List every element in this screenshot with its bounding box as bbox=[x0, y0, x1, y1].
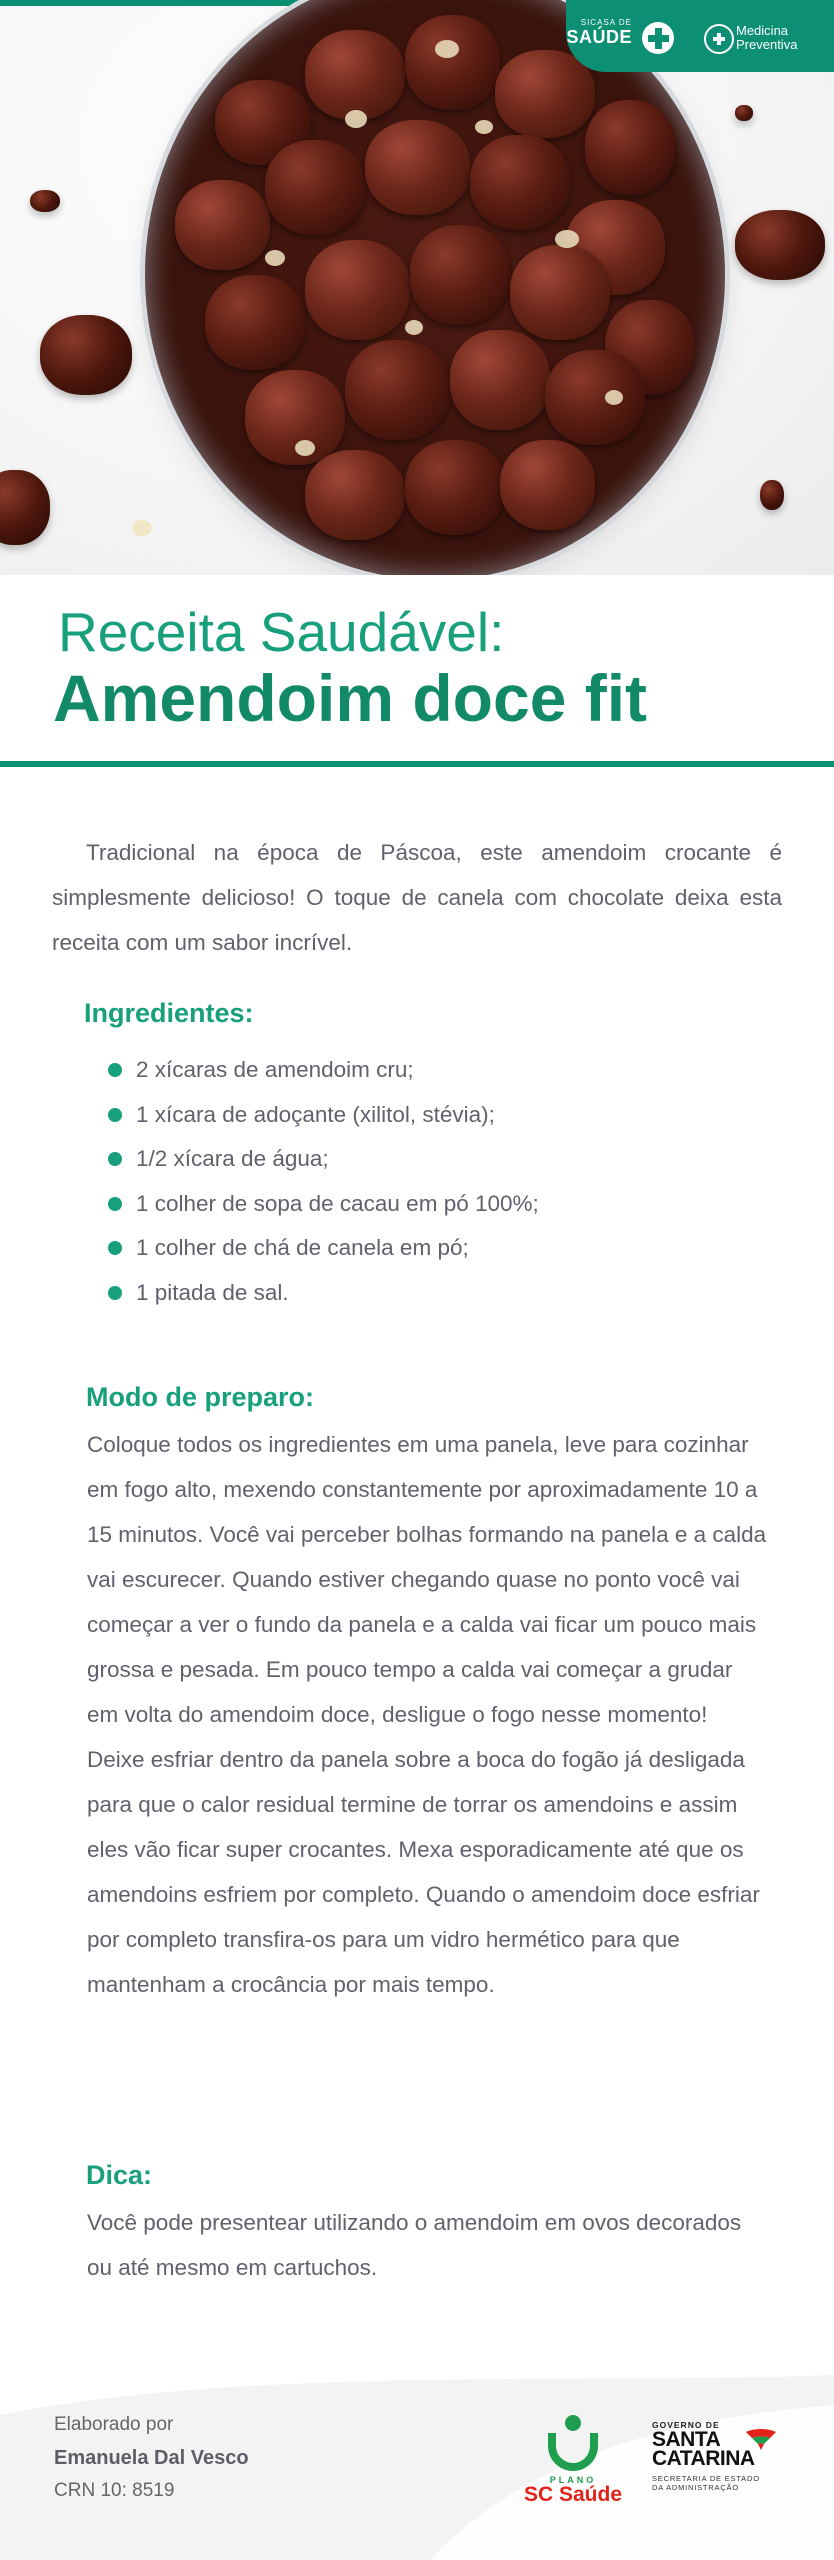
peanut bbox=[175, 180, 270, 270]
preventiva-text: Preventiva bbox=[736, 37, 798, 52]
footer-author-name: Emanuela Dal Vesco bbox=[54, 2447, 249, 2469]
dica-heading: Dica: bbox=[86, 2160, 153, 2190]
crumb bbox=[475, 120, 493, 134]
plano-text-big: SC Saúde bbox=[523, 2483, 623, 2506]
peanut bbox=[545, 350, 645, 445]
saude-logo-small: SICASA DE bbox=[580, 18, 632, 27]
loose-peanut bbox=[40, 315, 132, 395]
peanut bbox=[205, 275, 305, 370]
gov-text-catarina: CATARINA bbox=[652, 2447, 755, 2470]
peanut bbox=[410, 225, 510, 325]
loose-peanut bbox=[30, 190, 60, 212]
peanut bbox=[305, 450, 405, 540]
ingredients-list bbox=[108, 1048, 539, 1315]
peanut bbox=[470, 135, 570, 230]
footer-author-label: Elaborado por bbox=[54, 2414, 174, 2435]
peanut bbox=[450, 330, 550, 430]
medicina-preventiva-icon bbox=[704, 24, 734, 54]
list-item: 1 xícara de adoçante (xilitol, stévia); bbox=[108, 1093, 539, 1138]
crumb bbox=[265, 250, 285, 266]
glass-bowl bbox=[140, 0, 730, 575]
title-divider bbox=[0, 761, 834, 767]
medicina-preventiva-logo bbox=[736, 24, 797, 52]
crumb bbox=[405, 320, 423, 335]
footer-author-crn: CRN 10: 8519 bbox=[54, 2480, 175, 2501]
intro-paragraph: Tradicional na época de Páscoa, este amendoim crocante é simplesmente delicioso! O toque de canela com chocolate deixa esta receita com um sabor incrível. bbox=[52, 840, 782, 955]
peanut bbox=[405, 440, 505, 535]
peanut bbox=[585, 100, 675, 195]
hero-photo bbox=[0, 0, 834, 575]
peanut bbox=[305, 30, 405, 120]
dica-paragraph: Você pode presentear utilizando o amendoim em ovos decorados ou até mesmo em cartuchos. bbox=[87, 2210, 742, 2280]
medicina-text: Medicina bbox=[736, 23, 789, 38]
peanut bbox=[510, 245, 610, 340]
preparo-heading: Modo de preparo: bbox=[86, 1382, 314, 1412]
plano-figure-icon bbox=[538, 2415, 608, 2473]
sicasa-saude-logo bbox=[566, 18, 632, 48]
loose-peanut bbox=[735, 105, 753, 121]
crumb bbox=[555, 230, 579, 248]
loose-peanut bbox=[0, 470, 50, 545]
saude-logo-big: SAÚDE bbox=[566, 27, 632, 47]
title-line-2: Amendoim doce fit bbox=[53, 661, 648, 735]
peanut bbox=[345, 340, 450, 440]
peanut bbox=[405, 15, 500, 110]
peanut bbox=[265, 140, 365, 235]
list-item: 1/2 xícara de água; bbox=[108, 1137, 539, 1182]
title-line-1: Receita Saudável: bbox=[58, 601, 505, 663]
crumb bbox=[295, 440, 315, 456]
health-cross-icon bbox=[642, 22, 674, 54]
plano-sc-saude-logo bbox=[518, 2415, 628, 2515]
loose-peanut bbox=[760, 480, 784, 510]
crumb bbox=[132, 520, 152, 536]
list-item: 1 colher de sopa de cacau em pó 100%; bbox=[108, 1182, 539, 1227]
gov-text-santa: SANTA bbox=[652, 2428, 721, 2451]
peanut bbox=[365, 120, 470, 215]
list-item: 2 xícaras de amendoim cru; bbox=[108, 1048, 539, 1093]
crumb bbox=[605, 390, 623, 405]
loose-peanut bbox=[735, 210, 825, 280]
ingredients-heading: Ingredientes: bbox=[84, 998, 254, 1028]
crumb bbox=[345, 110, 367, 128]
preparo-paragraph: Coloque todos os ingredientes em uma panela, leve para cozinhar em fogo alto, mexendo constantemente por aproximadamente 10 a 15 minutos. Você vai perceber bolhas formando na panela e a calda vai escurecer. Quando estiver chegando quase no ponto você vai começar a ver o fundo da panela e a calda vai ficar um pouco mais grossa e pesada. Em pouco tempo a calda vai começar a grudar em volta do amendoim doce, desligue o fogo nesse momento! Deixe esfriar dentro da panela sobre a boca do fogão já desligada para que o calor residual termine de torrar os amendoins e assim eles vão ficar super crocantes. Mexa esporadicamente até que os amendoins esfriem por completo. Quando o amendoim doce esfriar por completo transfira-os para um vidro hermético para que mantenham a crocância por mais tempo. bbox=[87, 1432, 767, 1997]
gov-subtitle bbox=[652, 2474, 782, 2492]
gov-text-small: GOVERNO DE bbox=[652, 2420, 720, 2430]
santa-catarina-flag-icon bbox=[744, 2428, 778, 2458]
peanut bbox=[500, 440, 595, 530]
peanut bbox=[305, 240, 410, 340]
list-item: 1 colher de chá de canela em pó; bbox=[108, 1226, 539, 1271]
gov-sub-line-1: SECRETARIA DE ESTADO bbox=[652, 2474, 760, 2483]
gov-sub-line-2: DA ADMINISTRAÇÃO bbox=[652, 2483, 739, 2492]
plano-text-small: PLANO bbox=[549, 2475, 597, 2485]
governo-santa-catarina-logo bbox=[652, 2420, 782, 2492]
crumb bbox=[435, 40, 459, 58]
list-item: 1 pitada de sal. bbox=[108, 1271, 539, 1316]
